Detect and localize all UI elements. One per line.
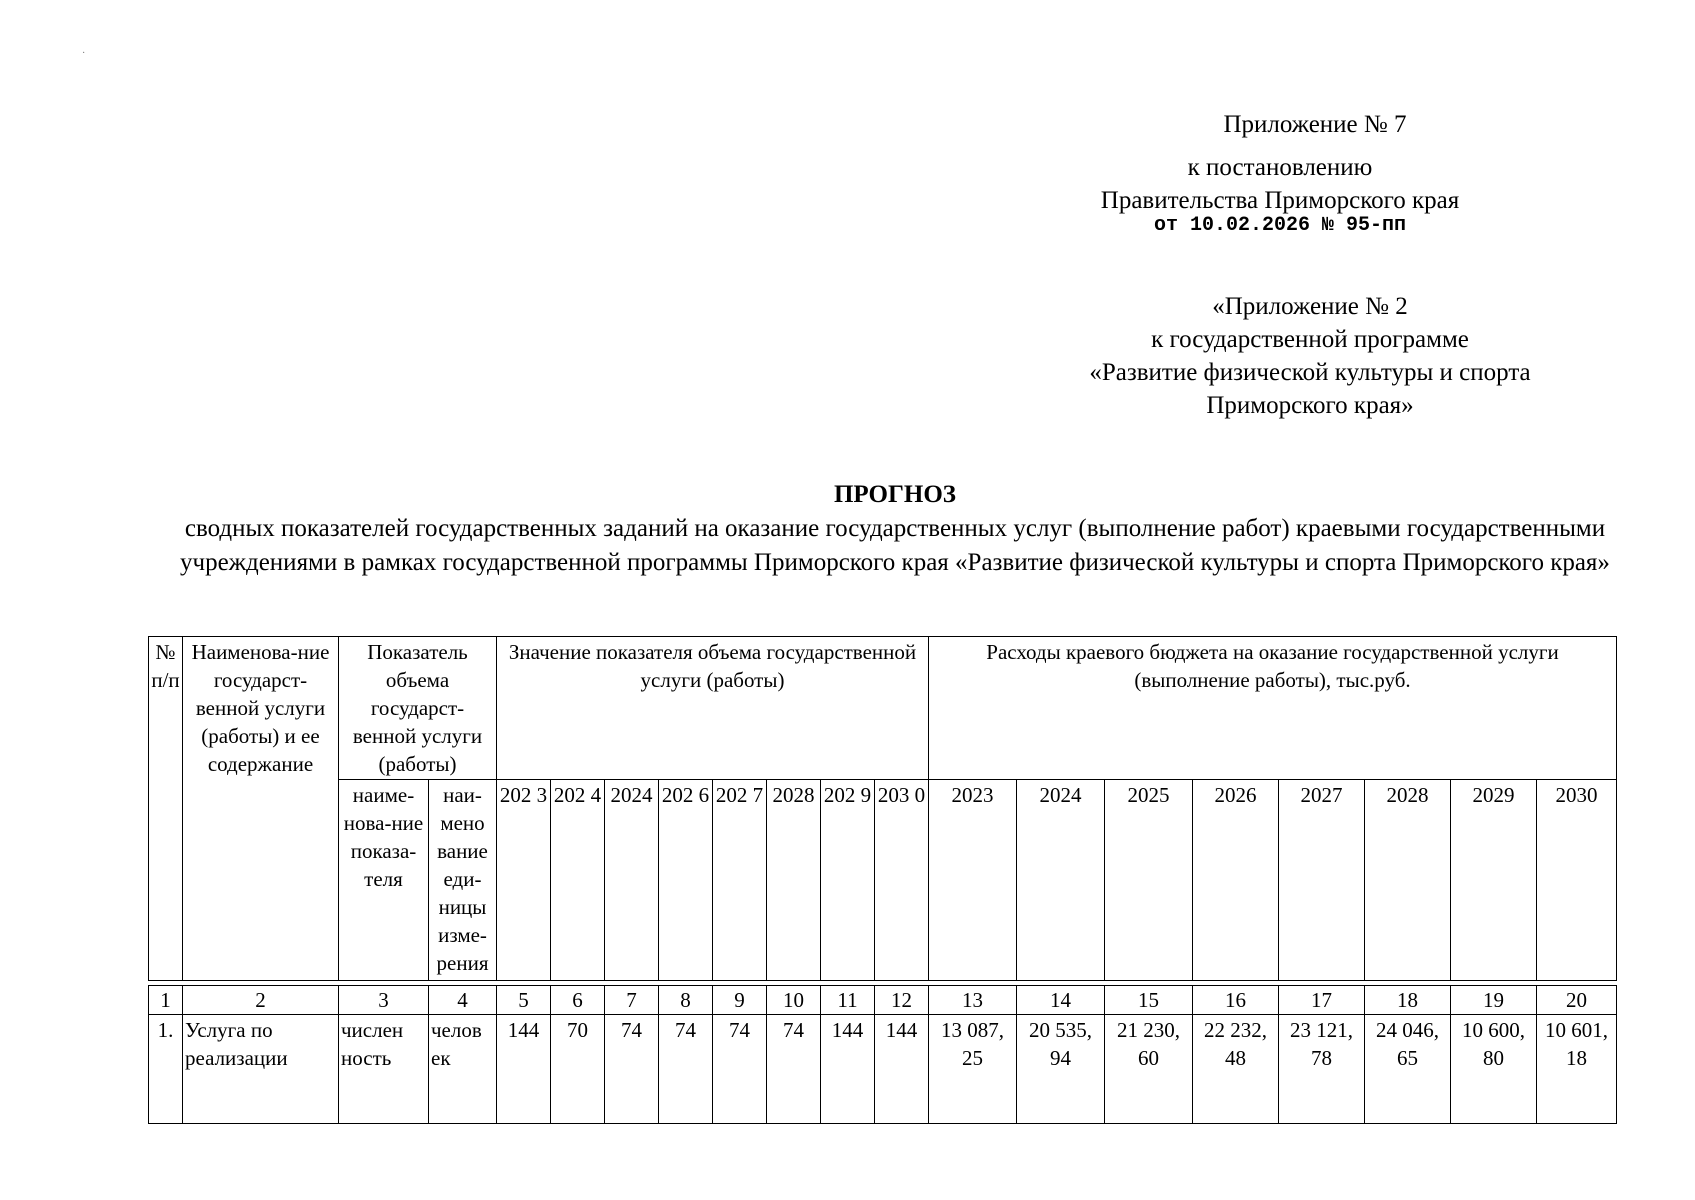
row-expense: 24 046, 65 [1365, 1015, 1451, 1124]
row-value: 70 [551, 1015, 605, 1124]
column-number: 18 [1365, 986, 1451, 1015]
row-num: 1. [149, 1015, 183, 1124]
document-title: ПРОГНОЗ [833, 481, 956, 508]
program-appendix-line-2: к государственной программе [1151, 326, 1469, 353]
column-number: 11 [821, 986, 875, 1015]
row-value: 74 [767, 1015, 821, 1124]
appendix-number: Приложение № 7 [1223, 111, 1407, 138]
program-appendix-block [1030, 290, 1590, 422]
document-subtitle: сводных показателей государственных заданий на оказание государственных услуг (выполнение работ) краевыми государственными учреждениями в рамках государственной программы Приморского края «Развитие физической культуры и спорта Приморского края» [180, 515, 1610, 576]
row-expense: 20 535, 94 [1017, 1015, 1105, 1124]
decree-number: от 10.02.2026 № 95-пп [1153, 214, 1407, 237]
value-year-header: 2024 [605, 780, 659, 981]
column-number: 19 [1451, 986, 1537, 1015]
header-expenses: Расходы краевого бюджета на оказание государственной услуги (выполнение работы), тыс.руб. [929, 637, 1617, 780]
expense-year-header: 2030 [1537, 780, 1617, 981]
column-number: 10 [767, 986, 821, 1015]
row-service-name: Услуга по реализации [183, 1015, 339, 1124]
appendix-block [1060, 108, 1500, 235]
column-number: 14 [1017, 986, 1105, 1015]
program-appendix-line-1: «Приложение № 2 [1212, 293, 1408, 320]
row-value: 74 [713, 1015, 767, 1124]
value-year-header: 203 0 [875, 780, 929, 981]
document-heading [150, 478, 1640, 580]
appendix-line-1: к постановлению [1187, 154, 1373, 181]
column-number: 16 [1193, 986, 1279, 1015]
column-number: 8 [659, 986, 713, 1015]
row-unit: челов ек [429, 1015, 497, 1124]
value-year-header: 2028 [767, 780, 821, 981]
header-indicator-name: наиме-нова-ние показа-теля [339, 780, 429, 981]
header-num: № п/п [149, 637, 183, 981]
row-expense: 22 232, 48 [1193, 1015, 1279, 1124]
appendix-line-2: Правительства Приморского края [1100, 187, 1460, 214]
column-number: 17 [1279, 986, 1365, 1015]
row-indicator: числен ность [339, 1015, 429, 1124]
row-value: 74 [605, 1015, 659, 1124]
value-year-header: 202 3 [497, 780, 551, 981]
program-appendix-line-4: Приморского края» [1206, 392, 1414, 419]
header-row-sub [149, 780, 1617, 981]
row-value: 144 [875, 1015, 929, 1124]
expense-year-header: 2028 [1365, 780, 1451, 981]
header-row-top [149, 637, 1617, 780]
column-number: 20 [1537, 986, 1617, 1015]
row-value: 144 [497, 1015, 551, 1124]
table-row [149, 1015, 1617, 1124]
row-expense: 10 601, 18 [1537, 1015, 1617, 1124]
expense-year-header: 2027 [1279, 780, 1365, 981]
column-number: 4 [429, 986, 497, 1015]
value-year-header: 202 9 [821, 780, 875, 981]
expense-year-header: 2026 [1193, 780, 1279, 981]
row-value: 74 [659, 1015, 713, 1124]
column-number: 12 [875, 986, 929, 1015]
column-number: 9 [713, 986, 767, 1015]
row-expense: 10 600, 80 [1451, 1015, 1537, 1124]
value-year-header: 202 4 [551, 780, 605, 981]
column-number: 5 [497, 986, 551, 1015]
expense-year-header: 2029 [1451, 780, 1537, 981]
program-appendix-line-3: «Развитие физической культуры и спорта [1089, 359, 1531, 386]
forecast-table [148, 636, 1617, 1124]
header-service-name: Наименова-ние государст-венной услуги (работы) и ее содержание [183, 637, 339, 981]
column-number: 13 [929, 986, 1017, 1015]
expense-year-header: 2025 [1105, 780, 1193, 981]
header-unit-name: наи-мено вание еди-ницы изме-рения [429, 780, 497, 981]
column-numbers-row [149, 986, 1617, 1015]
row-expense: 13 087, 25 [929, 1015, 1017, 1124]
column-number: 1 [149, 986, 183, 1015]
column-number: 2 [183, 986, 339, 1015]
column-number: 3 [339, 986, 429, 1015]
column-number: 15 [1105, 986, 1193, 1015]
header-indicator: Показатель объема государст-венной услуги (работы) [339, 637, 497, 780]
column-number: 7 [605, 986, 659, 1015]
expense-year-header: 2024 [1017, 780, 1105, 981]
row-expense: 23 121, 78 [1279, 1015, 1365, 1124]
scan-speck: · [82, 48, 86, 59]
value-year-header: 202 7 [713, 780, 767, 981]
header-values: Значение показателя объема государственной услуги (работы) [497, 637, 929, 780]
row-value: 144 [821, 1015, 875, 1124]
expense-year-header: 2023 [929, 780, 1017, 981]
column-number: 6 [551, 986, 605, 1015]
value-year-header: 202 6 [659, 780, 713, 981]
row-expense: 21 230, 60 [1105, 1015, 1193, 1124]
